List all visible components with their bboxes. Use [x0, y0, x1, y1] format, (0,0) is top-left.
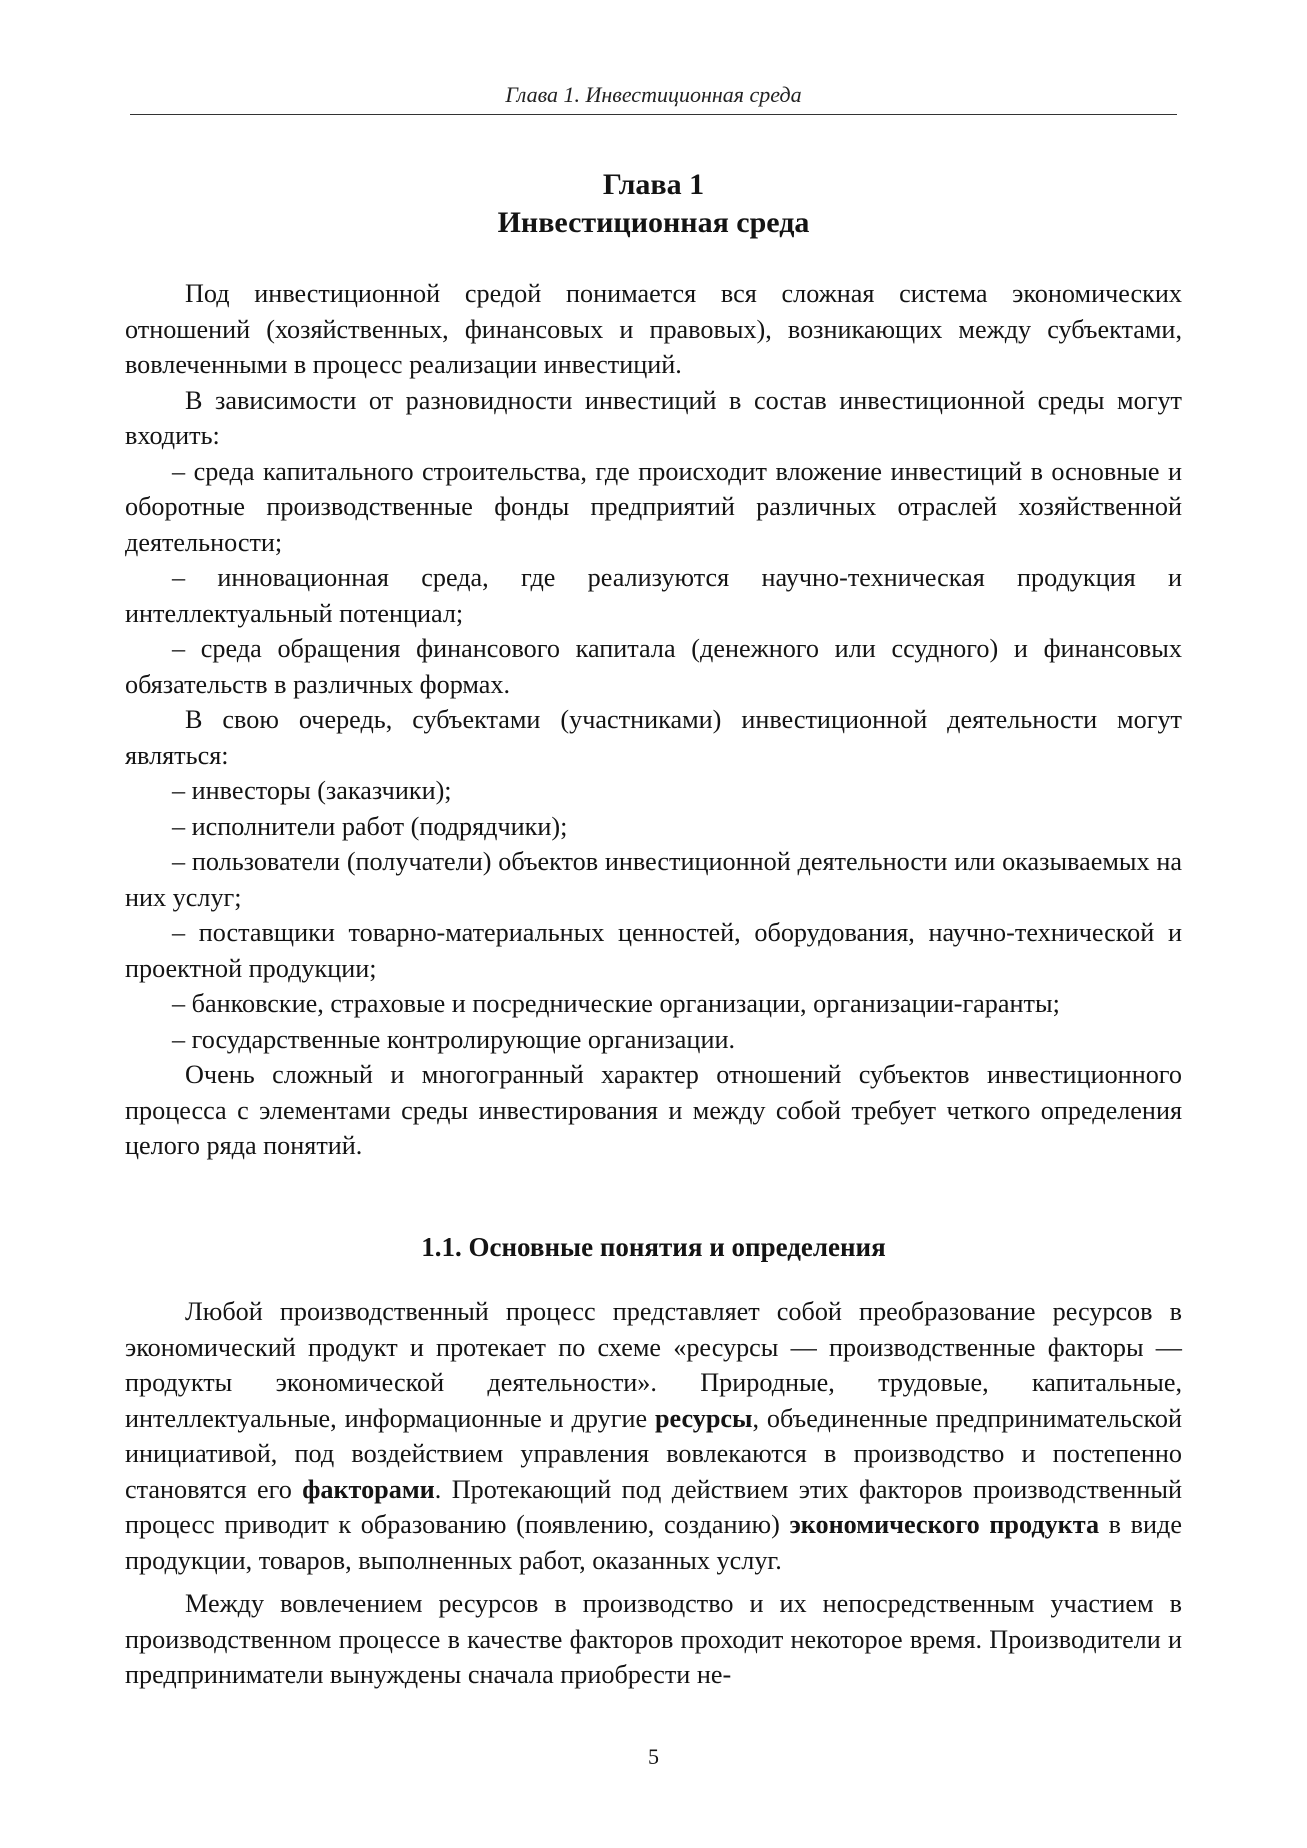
text-run: в виде продукции, товаров, выполненных работ, оказанных услуг. [125, 1510, 1183, 1575]
section-text [125, 1294, 1182, 1693]
paragraph: Между вовлечением ресурсов в производство и их непосредственным участием в производственном процессе в качестве факторов проходит некоторое время. Производители и предприниматели вынуждены сначала приобрести не- [125, 1589, 1182, 1689]
text-run: . Протекающий под действием этих факторов производственный процесс приводит к образованию (появлению, созданию) [125, 1474, 1183, 1539]
header-rule [130, 114, 1177, 115]
paragraph [125, 1294, 1182, 1578]
section-heading: 1.1. Основные понятия и определения [421, 1232, 886, 1262]
chapter-number: Глава 1 [602, 168, 705, 201]
list-item: – среда обращения финансового капитала (денежного или ссудного) и финансовых обязательств в различных формах. [125, 634, 1182, 699]
list-item: – исполнители работ (подрядчики); [172, 811, 568, 841]
list-item: – инвесторы (заказчики); [172, 776, 452, 805]
list-item: – среда капитального строительства, где происходит вложение инвестиций в основные и оборотные производственные фонды предприятий различных отраслей хозяйственной деятельности; [125, 456, 1182, 557]
text-run: , объединенные предпринимательской инициативой, под воздействием управления вовлекаются в производство и постепенно становятся его [125, 1403, 1182, 1504]
list-item: – государственные контролирующие организации. [172, 1024, 736, 1054]
list-item: – инновационная среда, где реализуются научно-техническая продукция и интеллектуальный потенциал; [125, 563, 1182, 628]
list-item: – поставщики товарно-материальных ценностей, оборудования, научно-технической и проектной продукции; [125, 918, 1182, 983]
paragraph: В свою очередь, субъектами (участниками) инвестиционной деятельности могут являться: [125, 705, 1182, 770]
paragraph: В зависимости от разновидности инвестиций в состав инвестиционной среды могут входить: [125, 385, 1182, 450]
chapter-title: Инвестиционная среда [497, 206, 810, 239]
list-item: – пользователи (получатели) объектов инвестиционной деятельности или оказываемых на них услуг; [125, 847, 1182, 912]
intro-text [125, 276, 1182, 1164]
paragraph: Очень сложный и многогранный характер отношений субъектов инвестиционного процесса с элементами среды инвестирования и между собой требует четкого определения целого ряда понятий. [125, 1060, 1182, 1160]
paragraph: Под инвестиционной средой понимается вся сложная система экономических отношений (хозяйственных, финансовых и правовых), возникающих между субъектами, вовлеченными в процесс реализации инвестиций. [125, 279, 1182, 379]
list-item: – банковские, страховые и посреднические организации, организации-гаранты; [172, 989, 1060, 1018]
page-number: 5 [648, 1744, 659, 1769]
chapter-heading [130, 166, 1177, 242]
term-factors: факторами [302, 1474, 435, 1504]
text-run: Любой производственный процесс представляет собой преобразование ресурсов в экономический продукт и протекает по схеме «ресурсы — производственные факторы — продукты экономической деятельности». Природные, трудовые, капитальные, интеллектуальные, информационные и другие [125, 1297, 1182, 1433]
term-resources: ресурсы [654, 1403, 753, 1433]
running-header: Глава 1. Инвестиционная среда [505, 82, 802, 107]
term-economic-product: экономического продукта [789, 1510, 1100, 1539]
